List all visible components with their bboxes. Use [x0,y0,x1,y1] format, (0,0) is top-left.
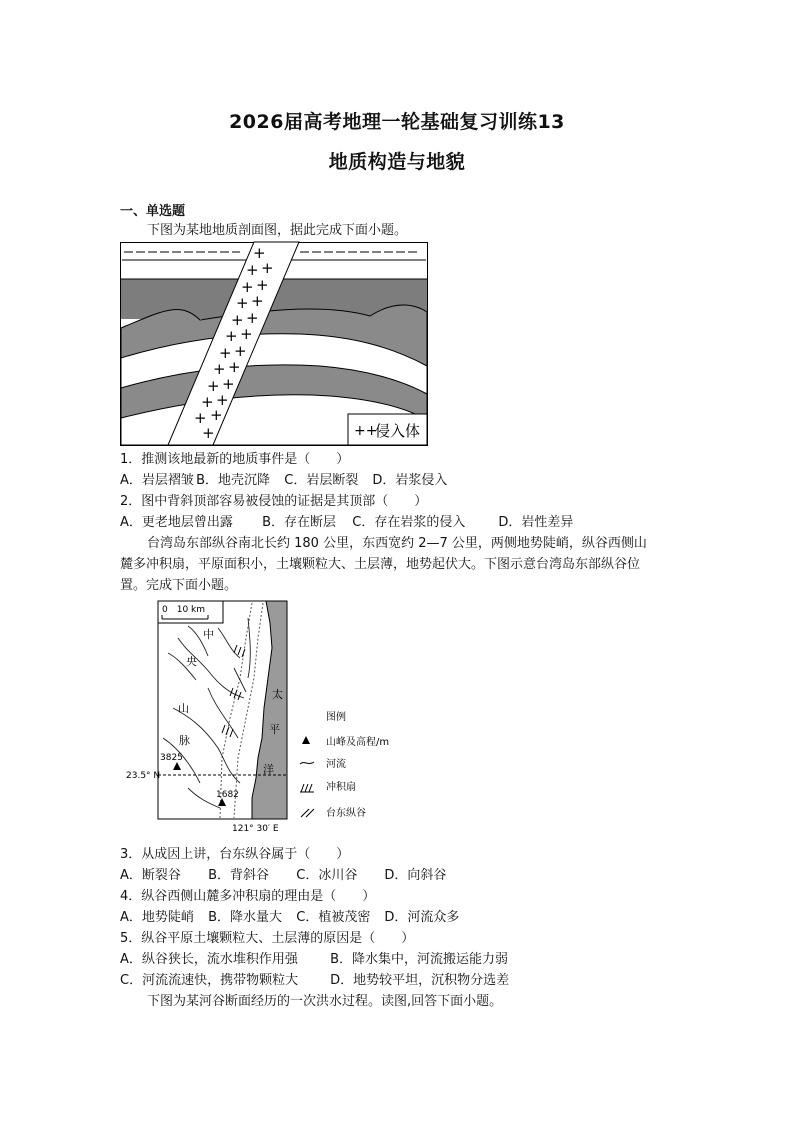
option-c[interactable]: C．河流流速快，携带物颗粒大 [120,973,299,988]
question-5-options-row-1 [120,952,508,968]
intro-paragraph-2-line-3: 置。完成下面小题。 [120,578,238,593]
legend-river: 河流 [326,759,346,770]
option-d[interactable]: D．岩浆侵入 [372,473,448,488]
svg-text:+: + [201,393,214,411]
question-2: 2．图中背斜顶部容易被侵蚀的证据是其顶部（ ） [120,494,428,509]
legend-title: 图例 [326,712,346,723]
svg-text:+: + [210,406,223,424]
legend-alluvial-fan: 冲积扇 [326,782,356,793]
option-d[interactable]: D．地势较平坦，沉积物分选差 [330,973,510,988]
svg-text:+: + [216,391,229,409]
question-4: 4．纵谷西侧山麓多冲积扇的理由是（ ） [120,889,376,904]
option-b[interactable]: B．降水量大 [208,910,283,925]
question-1: 1．推测该地最新的地质事件是（ ） [120,452,350,467]
section-heading: 一、单选题 [120,204,186,219]
question-5: 5．纵谷平原土壤颗粒大、土层薄的原因是（ ） [120,931,415,946]
question-4-options [120,910,459,926]
option-b[interactable]: B．降水集中，河流搬运能力弱 [330,952,509,967]
svg-text:+: + [251,292,264,310]
question-3-options [120,868,446,884]
mountain-range-char-2: 央 [186,655,197,668]
option-b[interactable]: B．存在断层 [262,515,337,530]
svg-text:++: ++ [354,423,378,439]
svg-text:+: + [240,325,253,343]
legend-peak: 山峰及高程/m [326,737,390,748]
ocean-char-3: 洋 [263,763,274,776]
option-d[interactable]: D．向斜谷 [384,868,447,883]
option-a[interactable]: A．更老地层曾出露 [120,515,233,530]
question-3: 3．从成因上讲，台东纵谷属于（ ） [120,847,350,862]
taiwan-valley-map [126,598,418,838]
option-a[interactable]: A．纵谷狭长，流水堆积作用强 [120,952,298,967]
svg-text:+: + [222,375,235,393]
legend-valley: 台东纵谷 [326,808,366,819]
svg-text:+: + [261,259,274,277]
svg-text:+: + [231,311,244,329]
svg-text:+: + [241,278,254,296]
doc-subtitle: 地质构造与地貌 [328,151,466,173]
peak-elevation-1: 3825 [160,753,183,763]
svg-text:+: + [202,424,215,442]
longitude-label: 121° 30′ E [232,824,279,834]
mountain-range-char-1: 中 [203,628,214,641]
svg-text:+: + [234,342,247,360]
option-c[interactable]: C．岩层断裂 [284,473,359,488]
doc-title: 2026届高考地理一轮基础复习训练13 [229,111,565,133]
svg-text:+: + [228,358,241,376]
option-d[interactable]: D．河流众多 [384,910,460,925]
svg-text:+: + [256,276,269,294]
svg-text:+: + [246,261,259,279]
peak-elevation-2: 1682 [216,790,239,800]
intro-paragraph-2-line-2: 麓多冲积扇，平原面积小，土壤颗粒大、土层薄，地势起伏大。下图示意台湾岛东部纵谷位 [120,557,641,572]
intro-paragraph-1: 下图为某地地质剖面图，据此完成下面小题。 [147,223,408,238]
question-2-options [120,515,573,531]
question-1-options [120,473,447,489]
option-a[interactable]: A．断裂谷 [120,868,181,883]
intrusion-legend-label: 侵入体 [375,422,421,440]
geologic-section-figure [120,242,428,446]
svg-text:+: + [225,327,238,345]
intro-paragraph-2-line-1: 台湾岛东部纵谷南北长约 180 公里，东西宽约 2—7 公里，两侧地势陡峭，纵谷西侧山 [147,536,647,551]
option-d[interactable]: D．岩性差异 [498,515,574,530]
mountain-range-char-3: 山 [178,702,189,715]
svg-text:+: + [246,309,259,327]
option-b[interactable]: B．背斜谷 [208,868,270,883]
question-5-options-row-2 [120,973,509,989]
mountain-range-char-4: 脉 [179,734,190,747]
latitude-label: 23.5° N [126,771,161,781]
option-a[interactable]: A．地势陡峭 [120,910,194,925]
ocean-char-1: 太 [272,688,283,701]
svg-text:+: + [213,360,226,378]
option-c[interactable]: C．冰川谷 [296,868,358,883]
option-a[interactable]: A．岩层褶皱 [120,473,194,488]
intro-paragraph-3: 下图为某河谷断面经历的一次洪水过程。读图,回答下面小题。 [147,994,503,1009]
option-c[interactable]: C．存在岩浆的侵入 [352,515,466,530]
option-c[interactable]: C．植被茂密 [296,910,371,925]
option-b[interactable]: B．地壳沉降 [196,473,271,488]
svg-text:+: + [236,294,249,312]
svg-text:+: + [194,409,207,427]
svg-text:+: + [207,377,220,395]
ocean-char-2: 平 [269,723,280,736]
svg-text:+: + [219,344,232,362]
scale-label: 0 10 km [162,605,206,615]
svg-text:+: + [253,244,266,262]
